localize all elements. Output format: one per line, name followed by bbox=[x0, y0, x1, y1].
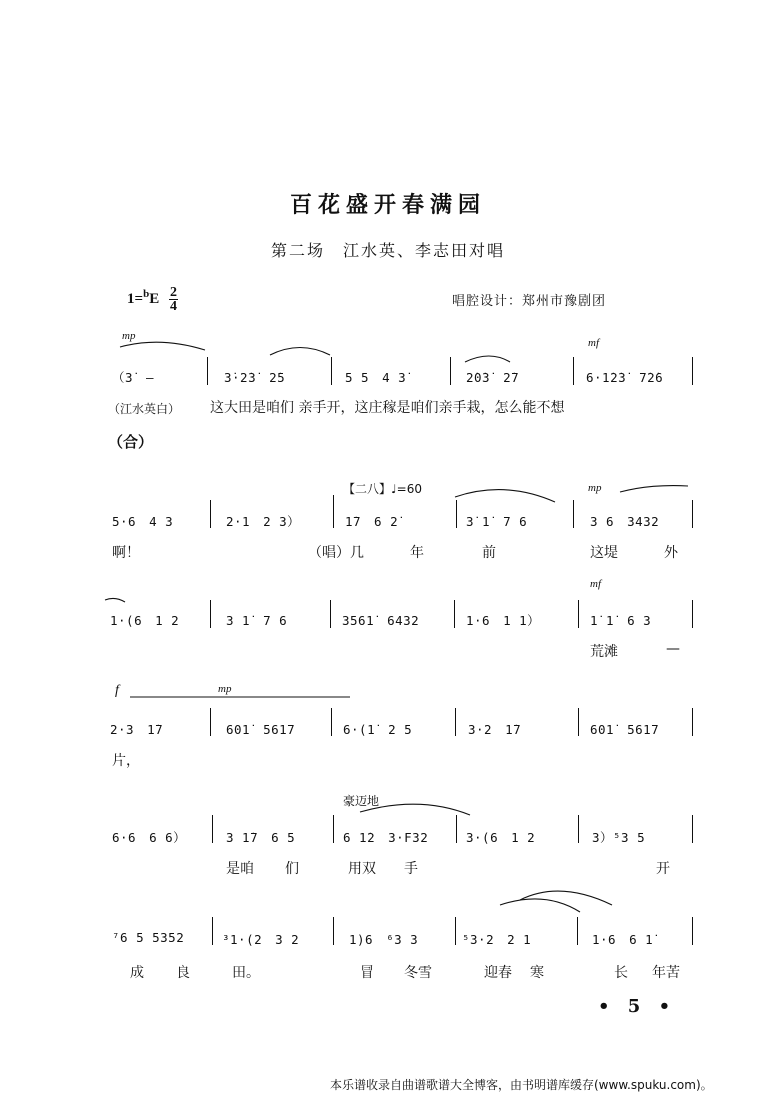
barline bbox=[456, 815, 457, 843]
chorus-mark: （合） bbox=[108, 433, 154, 451]
notes-measure: 6·1̇2̇3̇ 7̇2̇6 bbox=[586, 370, 664, 385]
slur bbox=[270, 348, 330, 356]
tempo-mark: 【二八】♩=60 bbox=[343, 482, 422, 496]
notes-measure: 1·6 6 1̇ bbox=[592, 932, 654, 947]
dynamic-mark: mf bbox=[590, 578, 601, 590]
time-bottom: 4 bbox=[169, 299, 177, 314]
notes-measure: 2·1 2 3） bbox=[226, 514, 301, 529]
notes-measure: 5·6 4 3 bbox=[112, 514, 174, 529]
lyric-word: 良 bbox=[176, 965, 190, 981]
barline bbox=[692, 815, 693, 843]
lyric-word: 迎春 bbox=[484, 965, 512, 981]
lyric-word: 冬雪 bbox=[404, 965, 432, 981]
barline bbox=[578, 708, 579, 736]
barline bbox=[692, 357, 693, 385]
barline bbox=[455, 917, 456, 945]
notes-measure: 2̇0̇3̇ 2̇7 bbox=[466, 370, 520, 385]
barline bbox=[455, 708, 456, 736]
barline bbox=[331, 357, 332, 385]
notes-measure: 3̇ 1̇ 7 6 bbox=[466, 514, 528, 529]
slur bbox=[465, 356, 510, 362]
barline bbox=[210, 600, 211, 628]
time-top: 2 bbox=[169, 285, 177, 300]
barline bbox=[454, 600, 455, 628]
barline bbox=[207, 357, 208, 385]
notes-measure: 3·(6 1 2 bbox=[466, 830, 536, 845]
lyric-word: 年苦 bbox=[652, 965, 680, 981]
barline bbox=[210, 500, 211, 528]
lyric-word: 是咱 bbox=[226, 861, 254, 877]
notes-measure: 3561̇ 6432 bbox=[342, 613, 420, 628]
slur bbox=[455, 490, 555, 502]
footer-note: 本乐谱收录自曲谱歌谱大全博客，由书明谱库缓存(www.spuku.com)。 bbox=[330, 1078, 713, 1092]
notes-measure: 601̇ 5617 bbox=[590, 722, 660, 737]
key-flat: b bbox=[143, 287, 150, 300]
notes-measure: 2·3 1̇7 bbox=[110, 722, 164, 737]
barline bbox=[212, 917, 213, 945]
notes-measure: 3 6 3432 bbox=[590, 514, 660, 529]
notes-measure: 1)6 ⁶3 3 bbox=[349, 932, 419, 947]
lyric-word: 开 bbox=[656, 861, 670, 877]
lyric-word: 这堤 bbox=[590, 545, 618, 561]
role-label: （江水英白） bbox=[108, 402, 181, 416]
barline bbox=[578, 600, 579, 628]
barline bbox=[210, 708, 211, 736]
notes-measure: （3̇ — bbox=[112, 370, 155, 385]
lyric-word: （唱）几 bbox=[308, 545, 364, 561]
barline bbox=[330, 600, 331, 628]
barline bbox=[331, 708, 332, 736]
lyric-word: 长 bbox=[614, 965, 628, 981]
key-prefix: 1= bbox=[127, 290, 144, 307]
notes-measure: 3 1̇7 6 5 bbox=[226, 830, 296, 845]
barline bbox=[573, 500, 574, 528]
notes-measure: 6 1̇2 3·F32 bbox=[343, 830, 429, 845]
notes-measure: 3）⁵3 5 bbox=[592, 830, 646, 845]
score-subtitle: 第二场 江水英、李志田对唱 bbox=[270, 241, 505, 260]
lyric-word: 荒滩 bbox=[590, 644, 618, 660]
lyric-word: 冒 bbox=[360, 965, 374, 981]
lyric-word: 寒 bbox=[530, 965, 544, 981]
lyric-word: 啊！ bbox=[112, 545, 140, 561]
expression-mark: 豪迈地 bbox=[343, 794, 380, 808]
lyric-word: 外 bbox=[664, 545, 678, 561]
lyric-word: 年 bbox=[410, 545, 424, 561]
notes-measure: 5 5 4 3̇ bbox=[345, 370, 407, 385]
notes-measure: ⁵3·2 2 1 bbox=[462, 932, 532, 947]
dynamic-mark: f bbox=[115, 683, 119, 698]
notes-measure: 3̇·2̇3̇ 2̇5 bbox=[224, 370, 286, 385]
dynamic-mark: mp bbox=[218, 683, 232, 695]
dynamic-mark: mp bbox=[588, 482, 602, 494]
page-number: • 5 • bbox=[598, 996, 677, 1017]
slur bbox=[120, 342, 205, 350]
key-note: E bbox=[149, 290, 160, 307]
slur bbox=[520, 891, 612, 905]
dynamic-mark: mf bbox=[588, 337, 599, 349]
barline bbox=[333, 917, 334, 945]
barline bbox=[333, 495, 334, 528]
notes-measure: ⁷6 5 5352 bbox=[112, 930, 185, 945]
lyric-word: 成 bbox=[130, 965, 144, 981]
notes-measure: 6·(1̇ 2 5 bbox=[343, 722, 413, 737]
slur bbox=[105, 598, 125, 602]
barline bbox=[573, 357, 574, 385]
lyric-word: 手 bbox=[404, 861, 418, 877]
barline bbox=[456, 500, 457, 528]
slur bbox=[500, 899, 580, 912]
hairpin bbox=[620, 486, 688, 492]
score-title: 百花盛开春满园 bbox=[289, 193, 486, 218]
notes-measure: 1·(6 1 2 bbox=[110, 613, 180, 628]
notes-measure: 6·6 6 6） bbox=[112, 830, 187, 845]
lyric-word: 前 bbox=[482, 545, 496, 561]
barline bbox=[692, 600, 693, 628]
lyric-word: 们 bbox=[285, 861, 299, 877]
barline bbox=[450, 357, 451, 385]
barline bbox=[692, 708, 693, 736]
notes-measure: 3·2 1̇7 bbox=[468, 722, 522, 737]
barline bbox=[578, 815, 579, 843]
notes-measure: 1·6 1 1） bbox=[466, 613, 541, 628]
notes-measure: ³1·(2 3 2 bbox=[222, 932, 300, 947]
barline bbox=[212, 815, 213, 843]
lyric-word: 田。 bbox=[232, 965, 260, 981]
notes-measure: 1̇7 6 2̇ bbox=[345, 514, 399, 529]
notes-measure: 601̇ 5617 bbox=[226, 722, 296, 737]
dynamic-mark: mp bbox=[122, 330, 136, 342]
notes-measure: 3 1̇ 7 6 bbox=[226, 613, 288, 628]
lyric-word: 片， bbox=[112, 753, 140, 769]
barline bbox=[692, 917, 693, 945]
barline bbox=[692, 500, 693, 528]
barline bbox=[333, 815, 334, 843]
design-credit: 唱腔设计：郑州市豫剧团 bbox=[452, 294, 607, 309]
lyric-word: 用双 bbox=[348, 861, 376, 877]
lyric-line: 这大田是咱们 亲手开，这庄稼是咱们亲手栽，怎么能不想 bbox=[210, 400, 565, 416]
barline bbox=[577, 917, 578, 945]
lyric-word: — bbox=[666, 641, 680, 657]
notes-measure: 1̇ 1̇ 6 3 bbox=[590, 613, 652, 628]
